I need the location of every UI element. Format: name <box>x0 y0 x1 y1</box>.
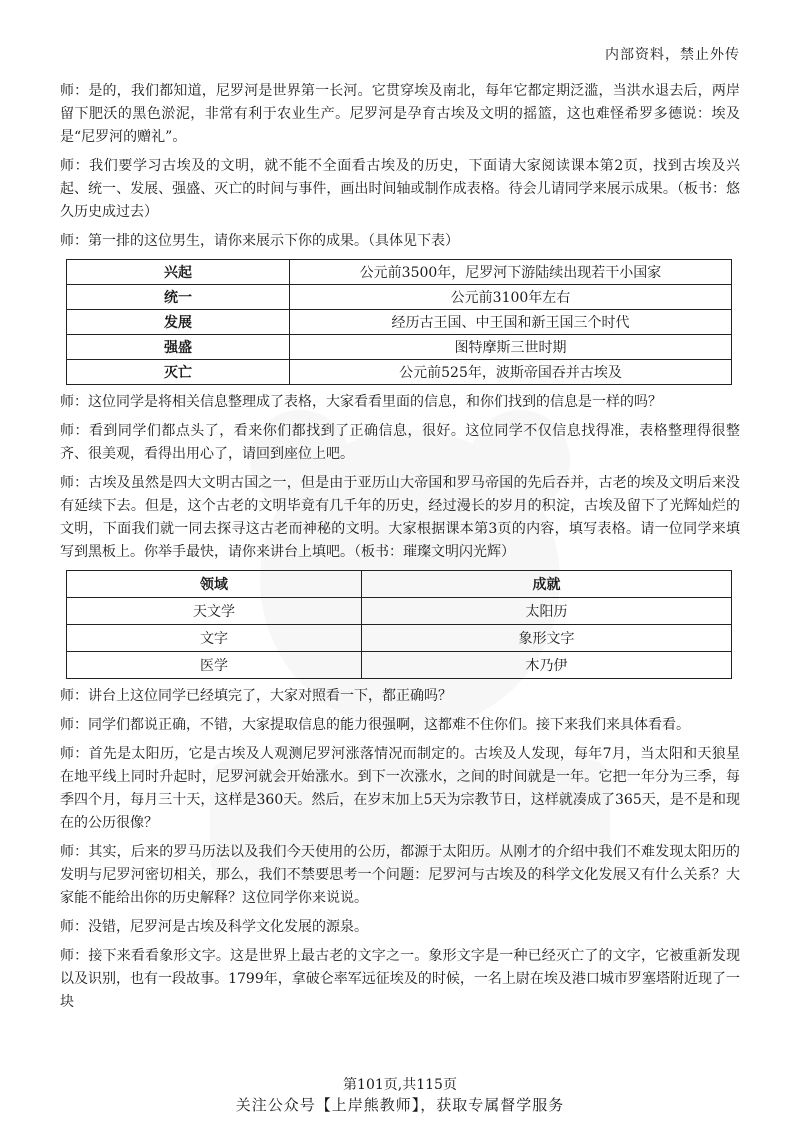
egypt-timeline-table <box>66 259 732 385</box>
stage-cell: 统一 <box>67 285 290 310</box>
dialogue-paragraph: 师：其实，后来的罗马历法以及我们今天使用的公历，都源于太阳历。从刚才的介绍中我们不难发现太阳历的发明与尼罗河密切相关，那么，我们不禁要思考一个问题：尼罗河与古埃及的科学文化发展又有什么关系？大家能不能给出你的历史解释？这位同学你来说说。 <box>60 844 740 906</box>
achievement-cell: 太阳历 <box>361 598 731 625</box>
civilization-achievement-table <box>66 570 732 679</box>
stage-cell: 兴起 <box>67 260 290 285</box>
lesson-transcript <box>60 80 740 1020</box>
promo-text: 关注公众号【上岸熊教师】，获取专属督学服务 <box>235 1096 565 1114</box>
dialogue-paragraph: 师：看到同学们都点头了，看来你们都找到了正确信息，很好。这位同学不仅信息找得准，表格整理得很整齐、很美观，看得出用心了，请回到座位上吧。 <box>60 423 740 462</box>
column-header-achievement: 成就 <box>361 571 731 598</box>
stage-cell: 灭亡 <box>67 360 290 385</box>
dialogue-paragraph: 师：首先是太阳历，它是古埃及人观测尼罗河涨落情况而制定的。古埃及人发现，每年7月，当太阳和天狼星在地平线上同时升起时，尼罗河就会开始涨水。到下一次涨水，之间的时间就是一年。它把一年分为三季，每季四个月，每月三十天，这样是360天。然后，在岁末加上5天为宗教节日，这样就凑成了365天，是不是和现在的公历很像？ <box>60 746 740 831</box>
stage-cell: 发展 <box>67 310 290 335</box>
dialogue-paragraph: 师：接下来看看象形文字。这是世界上最古老的文字之一。象形文字是一种已经灭亡了的文字，它被重新发现以及识别，也有一段故事。1799年，拿破仑率军远征埃及的时候，一名上尉在埃及港口城市罗塞塔附近现了一块 <box>60 948 740 1010</box>
table-row <box>67 310 732 335</box>
achievement-cell: 象形文字 <box>361 625 731 652</box>
event-cell: 公元前3500年，尼罗河下游陆续出现若干小国家 <box>290 260 732 285</box>
field-cell: 文字 <box>67 625 362 652</box>
stage-cell: 强盛 <box>67 335 290 360</box>
dialogue-paragraph: 师：没错，尼罗河是古埃及科学文化发展的源泉。 <box>60 919 368 935</box>
dialogue-paragraph: 师：是的，我们都知道，尼罗河是世界第一长河。它贯穿埃及南北，每年它都定期泛滥，当洪水退去后，两岸留下肥沃的黑色淤泥，非常有利于农业生产。尼罗河是孕育古埃及文明的摇篮，这也难怪希罗多德说：埃及是“尼罗河的赠礼”。 <box>60 83 740 145</box>
dialogue-paragraph: 师：我们要学习古埃及的文明，就不能不全面看古埃及的历史，下面请大家阅读课本第2页，找到古埃及兴起、统一、发展、强盛、灭亡的时间与事件，画出时间轴或制作成表格。待会儿请同学来展示成果。（板书：悠久历史成过去） <box>60 158 740 220</box>
table-row <box>67 652 732 679</box>
achievement-cell: 木乃伊 <box>361 652 731 679</box>
column-header-field: 领域 <box>67 571 362 598</box>
field-cell: 医学 <box>67 652 362 679</box>
field-cell: 天文学 <box>67 598 362 625</box>
dialogue-paragraph: 师：第一排的这位男生，请你来展示下你的成果。（具体见下表） <box>60 233 459 249</box>
table-row <box>67 360 732 385</box>
table-row <box>67 625 732 652</box>
table-row <box>67 285 732 310</box>
dialogue-paragraph: 师：同学们都说正确，不错，大家提取信息的能力很强啊，这都难不住你们。接下来我们来具体看看。 <box>60 717 690 733</box>
dialogue-paragraph: 师：讲台上这位同学已经填完了，大家对照看一下，都正确吗？ <box>60 688 452 704</box>
event-cell: 公元前3100年左右 <box>290 285 732 310</box>
page-number: 第101页,共115页 <box>343 1077 457 1093</box>
table-row <box>67 598 732 625</box>
dialogue-paragraph: 师：这位同学是将相关信息整理成了表格，大家看看里面的信息，和你们找到的信息是一样的吗？ <box>60 394 662 410</box>
table-row <box>67 260 732 285</box>
dialogue-paragraph: 师：古埃及虽然是四大文明古国之一，但是由于亚历山大帝国和罗马帝国的先后吞并，古老的埃及文明后来没有延续下去。但是，这个古老的文明毕竟有几千年的历史，经过漫长的岁月的积淀，古埃及留下了光辉灿烂的文明，下面我们就一同去探寻这古老而神秘的文明。大家根据课本第3页的内容，填写表格。请一位同学来填写到黑板上。你举手最快，请你来讲台上填吧。（板书：璀璨文明闪光辉） <box>60 475 740 560</box>
event-cell: 公元前525年，波斯帝国吞并古埃及 <box>290 360 732 385</box>
event-cell: 图特摩斯三世时期 <box>290 335 732 360</box>
confidential-note: 内部资料，禁止外传 <box>605 47 740 63</box>
event-cell: 经历古王国、中王国和新王国三个时代 <box>290 310 732 335</box>
table-header-row <box>67 571 732 598</box>
table-row <box>67 335 732 360</box>
